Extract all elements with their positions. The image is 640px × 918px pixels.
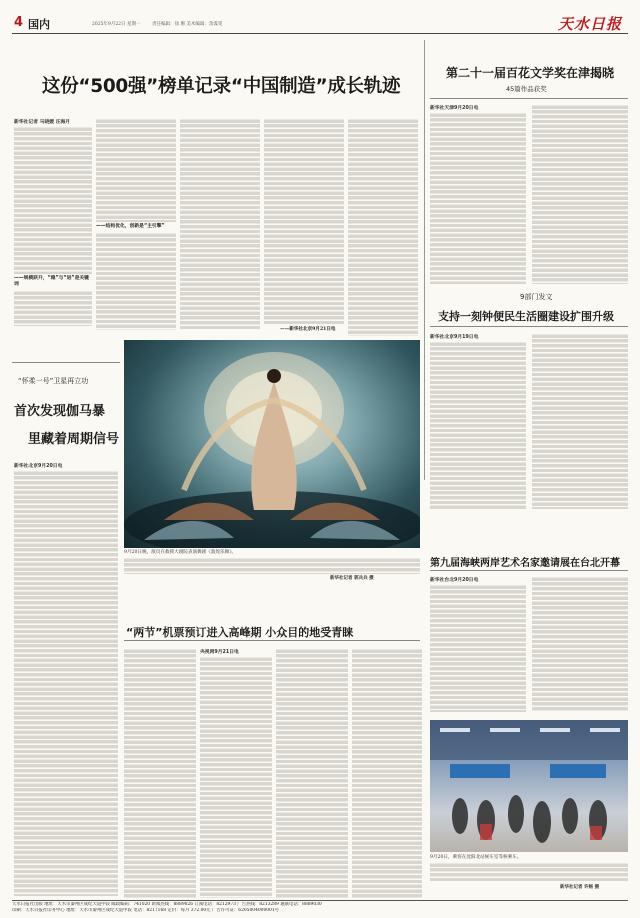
masthead — [12, 14, 628, 34]
footer-line-2: 印刷：天水日报社印务中心 地址：天水市秦州区成纪大道中段 电话：8217168 定价：每月 372.00元 广告许可证：6205004000001号 — [12, 908, 280, 913]
forum-col-1 — [430, 584, 526, 712]
forum-rule — [430, 570, 628, 571]
sat-headline-2: 里藏着周期信号 — [28, 432, 120, 447]
ticket-col-3 — [276, 648, 348, 898]
prize-col-1 — [430, 112, 526, 284]
main-subhead-2: ——结构优化，创新是“主引擎” — [96, 224, 165, 229]
section-name: 国内 — [28, 18, 50, 31]
main-col-3 — [180, 118, 260, 330]
ticket-col-1 — [124, 648, 196, 898]
main-byline: 新华社记者 马晓媛 汪海月 — [14, 120, 71, 125]
sat-headline-1: 首次发现伽马暴 — [14, 404, 106, 419]
forum-byline: 新华社台北9月20日电 — [430, 578, 479, 583]
main-col-2b — [96, 232, 176, 330]
prize-col-2 — [532, 104, 628, 284]
footer — [12, 900, 628, 916]
forum-headline: 第九届海峡两岸艺术名家邀请展在台北开幕 — [430, 558, 620, 569]
prize-subtitle: 45篇作品获奖 — [506, 85, 547, 93]
footer-line-1: 天水日报社出版 地址：天水市秦州区成纪大道中段 邮政编码：741020 新闻热线：8889026 订阅电话：8212973 广告热线：8213289 通联电话：8889030 — [12, 902, 322, 907]
main-col-5 — [348, 118, 418, 336]
dance-photo-credit: 新华社记者 郭兵兵 摄 — [330, 576, 374, 581]
main-col-1 — [14, 126, 92, 274]
page-number: 4 — [14, 15, 24, 30]
sat-kicker: “怀柔一号”卫星再立功 — [18, 377, 89, 385]
ticket-byline: 央视网9月21日电 — [200, 650, 239, 655]
forum-col-2 — [532, 576, 628, 712]
main-col-1b — [14, 290, 92, 326]
issue-date: 2025年9月22日 星期一 — [92, 22, 141, 27]
dance-scene-graphic — [124, 340, 420, 548]
station-scene-graphic — [430, 720, 628, 852]
station-photo-caption: 9月20日，乘客在沈阳北站候车室等候乘车。 — [430, 855, 522, 860]
prize-headline: 第二十一届百花文学奖在津揭晓 — [446, 66, 615, 80]
sat-byline: 新华社北京9月20日电 — [14, 464, 63, 469]
support-col-1 — [430, 341, 526, 509]
ticket-col-4 — [352, 648, 422, 898]
station-photo-credit: 新华社记者 许畅 摄 — [560, 885, 600, 890]
station-caption-body — [430, 862, 628, 882]
support-headline: 支持一刻钟便民生活圈建设扩围升级 — [438, 310, 614, 323]
prize-byline: 新华社天津9月20日电 — [430, 106, 479, 111]
sat-col — [14, 470, 118, 896]
ticket-headline: “两节”机票预订进入高峰期 小众目的地受青睐 — [126, 626, 354, 639]
prize-rule — [430, 98, 628, 99]
main-subhead-1: ——规模跃升，“稳”与“进”是关键词 — [14, 276, 89, 287]
support-rule — [430, 326, 628, 327]
dance-photo-caption: 9月20日晚，演员在救援大剧院表演舞剧《敦煌乐舞》。 — [124, 550, 237, 555]
sat-top-rule — [12, 362, 120, 363]
support-col-2 — [532, 333, 628, 509]
main-col-2 — [96, 118, 176, 222]
main-col-4 — [264, 118, 344, 324]
ticket-rule — [124, 640, 420, 641]
dance-caption-body — [124, 557, 420, 574]
station-photo — [430, 720, 628, 852]
divider — [424, 40, 425, 480]
main-headline: 这份“500强”榜单记录“中国制造”成长轨迹 — [42, 76, 401, 97]
main-closing: ——新华社北京9月21日电 — [280, 327, 336, 332]
ticket-col-2 — [200, 656, 272, 898]
support-byline: 新华社北京9月19日电 — [430, 335, 479, 340]
editors: 责任编辑：徐 珊 美术编辑：余霁雯 — [152, 22, 223, 27]
support-kicker: 9部门发文 — [520, 293, 553, 301]
newspaper-logo: 天水日报 — [557, 15, 622, 33]
dance-photo — [124, 340, 420, 548]
